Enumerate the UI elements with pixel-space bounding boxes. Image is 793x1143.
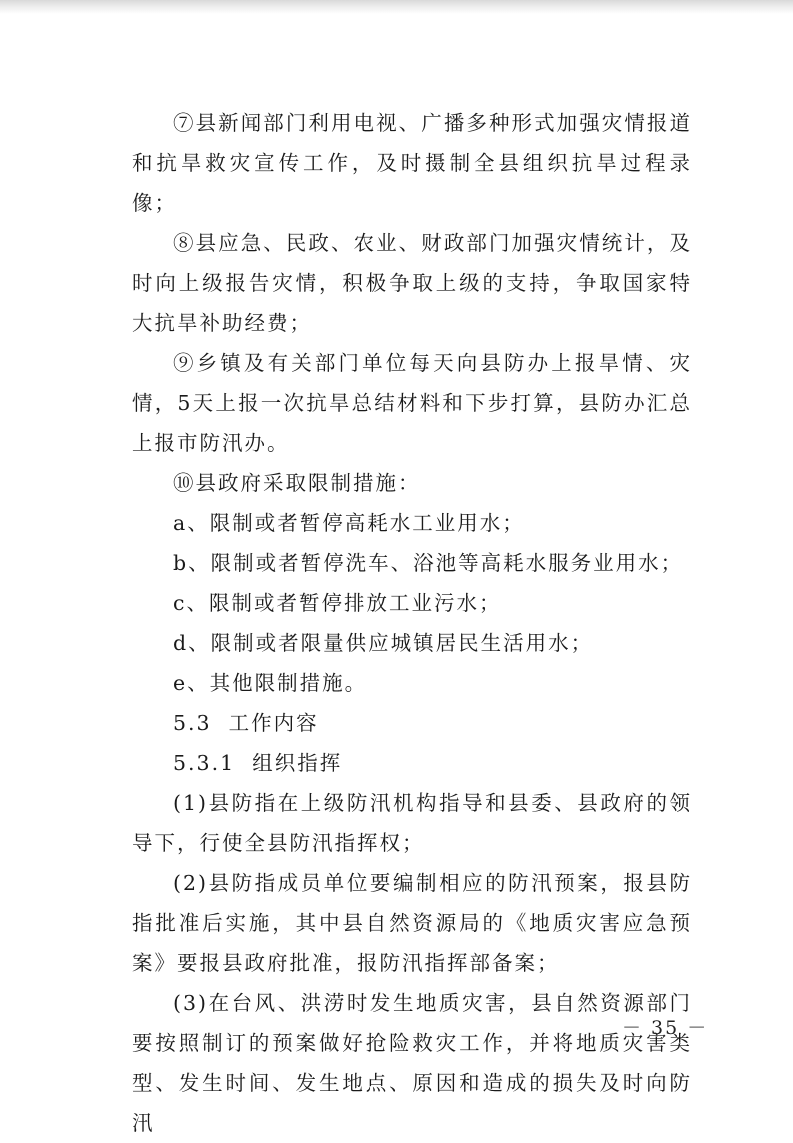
- list-item-a: a、限制或者暂停高耗水工业用水；: [173, 511, 525, 535]
- paragraph-8: ⑧县应急、民政、农业、财政部门加强灾情统计，及时向上级报告灾情，积极争取上级的支持，争取国家特大抗旱补助经费；: [132, 231, 692, 335]
- document-page: [132, 103, 692, 1143]
- paragraph-7: ⑦县新闻部门利用电视、广播多种形式加强灾情报道和抗旱救灾宣传工作，及时摄制全县组织抗旱过程录像；: [132, 111, 692, 215]
- paragraph-10: ⑩县政府采取限制措施：: [173, 471, 421, 495]
- item-3: (3)在台风、洪涝时发生地质灾害，县自然资源部门要按照制订的预案做好抢险救灾工作，并将地质灾害类型、发生时间、发生地点、原因和造成的损失及时向防汛: [132, 991, 692, 1135]
- paragraph-9: ⑨乡镇及有关部门单位每天向县防办上报旱情、灾情，5天上报一次抗旱总结材料和下步打算，县防办汇总上报市防汛办。: [132, 351, 692, 455]
- list-item-d: d、限制或者限量供应城镇居民生活用水；: [173, 631, 594, 655]
- list-item-b: b、限制或者暂停洗车、浴池等高耗水服务业用水；: [173, 551, 684, 575]
- scan-edge: [0, 0, 793, 14]
- list-item-e: e、其他限制措施。: [173, 671, 368, 695]
- list-item-c: c、限制或者暂停排放工业污水；: [173, 591, 502, 615]
- section-heading: 5.3 工作内容: [173, 711, 319, 735]
- page-number: － 35 －: [622, 1017, 709, 1039]
- item-1: (1)县防指在上级防汛机构指导和县委、县政府的领导下，行使全县防汛指挥权；: [132, 791, 692, 855]
- item-2: (2)县防指成员单位要编制相应的防汛预案，报县防指批准后实施，其中县自然资源局的《地质灾害应急预案》要报县政府批准，报防汛指挥部备案；: [132, 871, 692, 975]
- subsection-heading: 5.3.1 组织指挥: [173, 751, 343, 775]
